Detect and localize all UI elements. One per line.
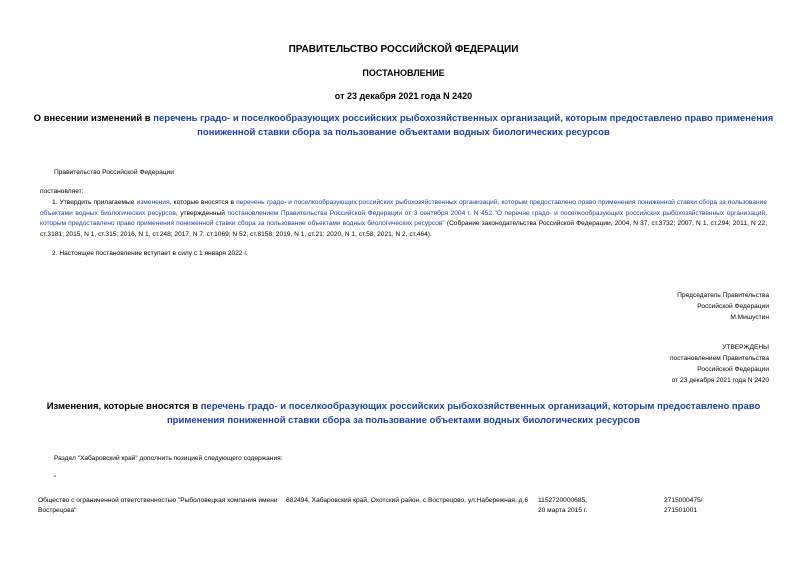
approved-by: постановлением Правительства — [669, 355, 769, 362]
signature-country: Российской Федерации — [697, 303, 769, 310]
approved-date: от 23 декабря 2021 года N 2420 — [671, 377, 769, 384]
item-1-text-c: , утвержденный — [175, 209, 228, 217]
org-ogrn-date: 20 марта 2015 г. — [538, 507, 588, 514]
signature-block — [677, 290, 769, 323]
org-name-line-2: Вострецова" — [38, 507, 77, 514]
org-name-line-1: Общество с ограниченной ответственностью "Рыболовецкая компания имени — [38, 497, 278, 504]
item-2-paragraph — [40, 249, 248, 260]
government-line: Правительство Российской Федерации — [54, 169, 174, 176]
opening-quote: " — [54, 475, 57, 482]
approved-label: УТВЕРЖДЕНЫ — [722, 344, 769, 351]
item-2-text: 2. Настоящее постановление вступает в силу с 1 января 2022 г. — [52, 250, 248, 257]
document-title — [30, 112, 777, 140]
org-name-cell — [38, 496, 278, 516]
changes-heading-prefix: Изменения, которые вносятся в — [46, 401, 201, 412]
org-inn: 2715000475/ — [664, 497, 703, 504]
document-type: ПОСТАНОВЛЕНИЕ — [362, 68, 445, 78]
title-prefix: О внесении изменений в — [33, 113, 154, 124]
document-date-number: от 23 декабря 2021 года N 2420 — [334, 91, 473, 101]
signature-name: М.Мишустин — [730, 314, 769, 321]
item-1-text-a: 1. Утвердить прилагаемые — [52, 199, 137, 206]
changes-heading-list-link[interactable]: перечень градо- и поселкообразующих российских рыбохозяйственных организаций, которым предоставлено право применения пониженной ставки сбора за пользование объектами водных биологических ресурсов — [166, 401, 761, 426]
item-1-text-d: (Собрание законодательства Российской Федерации, 2004, N 37, ст.3732; 2007, N 1, ст.294; 2011, N 22, ст.3181; 2015, N 1, ст.315; 2016, N 1, ст.248; 2017, N 7, ст.1069; N 52, ст.8158; 2019, N 1, ст.21; 2020, N 1, ст.58; 2021, N 2, ст.464). — [40, 220, 767, 238]
approved-country: Российской Федерации — [697, 366, 769, 373]
org-ogrn: 1152720000685, — [538, 497, 588, 504]
changes-link[interactable]: изменения — [136, 199, 170, 206]
title-list-link[interactable]: перечень градо- и поселкообразующих российских рыбохозяйственных организаций, которым предоставлено право применения пониженной ставки сбора за пользование объектами водных биологических ресурсов — [153, 113, 774, 138]
org-kpp: 271501001 — [664, 507, 698, 514]
decrees-line: постановляет: — [40, 188, 84, 195]
changes-heading — [30, 400, 777, 428]
section-instruction: Раздел "Хабаровский край" дополнить позицией следующего содержания: — [54, 455, 283, 462]
approved-block — [670, 342, 769, 386]
signature-title: Председатель Правительства — [677, 292, 769, 299]
org-ogrn-cell — [538, 496, 638, 516]
org-inn-cell — [664, 496, 764, 516]
item-1-text-b: , которые вносятся в — [169, 199, 237, 206]
resolution-452-link[interactable]: постановлением Правительства Российской Федерации от 3 сентября 2004 г. N 452 "О перечне градо- и поселкообразующих российских рыбохозяйственных организаций, которым предоставлено право применения пониженной ставки сбора за пользование объектами водных биологических ресурсов" — [40, 209, 768, 227]
org-address-cell: 682494, Хабаровский край, Охотский район, с.Вострецово, ул.Набережная, д.6 — [286, 497, 529, 504]
list-link[interactable]: перечень градо- и поселкообразующих российских рыбохозяйственных организаций, которым предоставлено право применения пониженной ставки сбора за пользование объектами водных биологических ресурсов — [40, 199, 767, 217]
item-1-paragraph — [40, 198, 767, 240]
government-header: ПРАВИТЕЛЬСТВО РОССИЙСКОЙ ФЕДЕРАЦИИ — [288, 44, 519, 55]
